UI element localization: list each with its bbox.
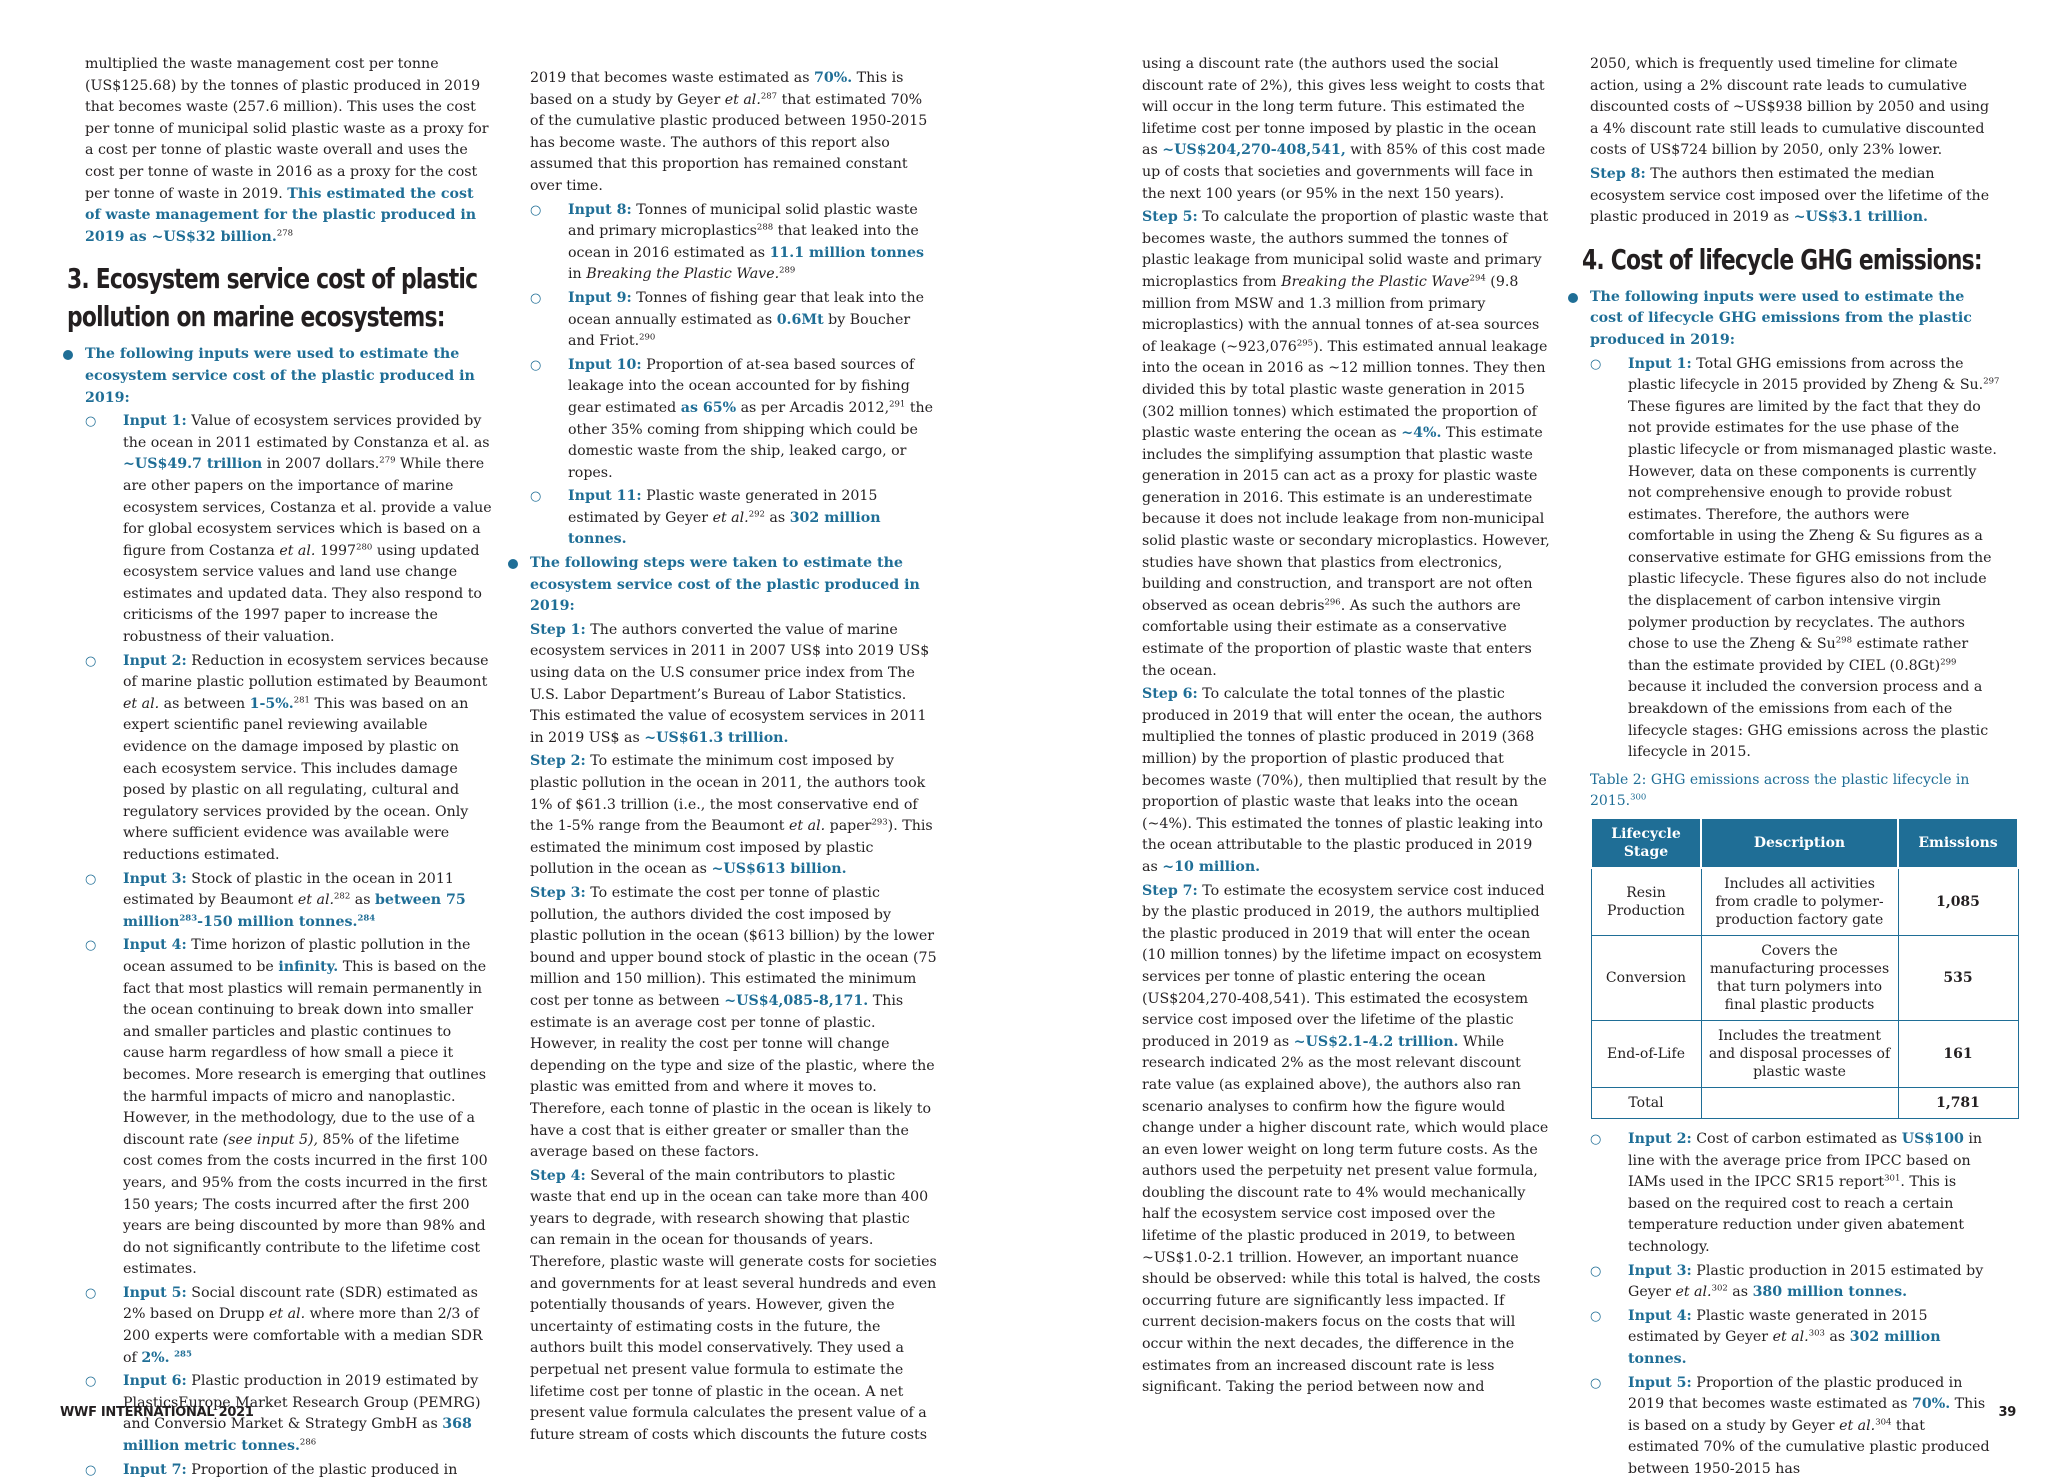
column-2	[530, 68, 938, 1448]
input-11: ○ Input 11: Plastic waste generated in 2015 estimated by Geyer et al.$^{292}$ as 302 million tonnes.	[530, 488, 881, 548]
step-4: Step 4: Several of the main contributors to plastic waste that end up in the ocean can take more than 400 years to degrade, with research showing that plastic can remain in the ocean for thousands of years. Therefore, plastic waste will generate costs for societies and governments for at least several hundreds and even potentially thousands of years. However, given the uncertainty of estimating costs in the future, the authors built this model conservatively. They used a perpetual net present value formula to estimate the lifetime cost per tonne of plastic in the ocean. A net present value formula calculates the present value of a future stream of costs which discounts the future costs	[530, 1167, 937, 1443]
cell-emissions: 535	[1898, 936, 2018, 1021]
ghg-input-4: ○ Input 4: Plastic waste generated in 2015 estimated by Geyer et al.$^{303}$ as 302 million tonnes.	[1590, 1307, 1941, 1367]
circle-bullet-icon: ○	[530, 290, 542, 306]
input-5: ○ Input 5: Social discount rate (SDR) estimated as 2% based on Drupp et al. where more than 2/3 of 200 experts were comfortable with a median SDR of 2%. $^{285}$	[85, 1284, 483, 1366]
cell-description: Includes the treatment and disposal processes of plastic waste	[1701, 1021, 1898, 1088]
circle-bullet-icon: ○	[530, 202, 542, 218]
column-3	[1142, 54, 1550, 1401]
circle-bullet-icon: ○	[530, 357, 542, 373]
step-6: Step 6: To calculate the total tonnes of the plastic produced in 2019 that will enter the ocean, the authors multiplied the tonnes of plastic produced in 2019 (368 million) by the proportion of plastic produced that becomes waste (70%), then multiplied that result by the proportion of plastic waste that leaks into the ocean (~4%). This estimated the tonnes of plastic leaking into the ocean attributable to the plastic produced in 2019 as ~10 million.	[1142, 686, 1547, 875]
step-3: Step 3: To estimate the cost per tonne of plastic pollution, the authors divided the cost imposed by plastic pollution in the ocean ($613 billion) by the lower bound and upper bound stock of plastic in the ocean (75 million and 150 million). This estimated the minimum cost per tonne as between ~US$4,085-8,171. This estimate is an average cost per tonne of plastic. However, in reality the cost per tonne will change depending on the type and size of the plastic, where the plastic was emitted from and where it moves to. Therefore, each tonne of plastic in the ocean is likely to have a cost that is either greater or smaller than the average based on these factors.	[530, 884, 937, 1161]
ghg-input-2: ○ Input 2: Cost of carbon estimated as US$100 in line with the average price from IPCC based on IAMs used in the IPCC SR15 report$^{301}$. This is based on the required cost to reach a certain temperature reduction under given abatement technology.	[1590, 1131, 1983, 1255]
table-row	[1591, 936, 2018, 1021]
circle-bullet-icon: ○	[85, 938, 97, 954]
input-2: ○ Input 2: Reduction in ecosystem services because of marine plastic pollution estimated by Beaumont et al. as between 1-5%.$^{281}$ This was based on an expert scientific panel reviewing available evidence on the damage imposed by plastic on each ecosystem service. This includes damage posed by plastic on all regulating, cultural and regulatory services provided by the ocean. Only where sufficient evidence was available were reductions estimated.	[85, 652, 489, 863]
circle-bullet-icon: ○	[1590, 1263, 1602, 1279]
circle-bullet-icon: ○	[1590, 1132, 1602, 1147]
ghg-input-1: ○ Input 1: Total GHG emissions from across the plastic lifecycle in 2015 provided by Zheng & Su.$^{297}$ These figures are limited by the fact that they do not provide estimates for the use phase of the plastic lifecycle or from mismanaged plastic waste. However, data on these components is currently not comprehensive enough to provide robust estimates. Therefore, the authors were comfortable in using the Zheng & Su figures as a conservative estimate for GHG emissions from the plastic lifecycle. These figures also do not include the displacement of carbon intensive virgin polymer production by recyclates. The authors chose to use the Zheng & Su$^{298}$ estimate rather than the estimate provided by CIEL $(0.8Gt)^{299}$ because it included the conversion process and a breakdown of the emissions from each of the lifecycle stages: GHG emissions across the plastic lifecycle in 2015.	[1590, 355, 2000, 761]
cell-emissions: 161	[1898, 1021, 2018, 1088]
paragraph: multiplied the waste management cost per tonne (US$125.68) by the tonnes of plastic produced in 2019 that becomes waste (257.6 million). This uses the cost per tonne of municipal solid plastic waste as a proxy for a cost per tonne of plastic waste overall and uses the cost per tonne of waste in 2016 as a proxy for the cost per tonne of waste in 2019. This estimated the cost of waste management for the plastic produced in 2019 as ~US$32 billion.$^{278}$	[85, 56, 489, 245]
col-header-emissions: Emissions	[1898, 818, 2018, 868]
paragraph: using a discount rate (the authors used the social discount rate of 2%), this gives less weight to costs that will occur in the long term future. This estimated the lifetime cost per tonne imposed by plastic in the ocean as ~US$204,270-408,541, with 85% of this cost made up of costs that societies and governments will face in the next 100 years (or 95% in the next 150 years).	[1142, 56, 1546, 202]
step-1: Step 1: The authors converted the value of marine ecosystem services in 2011 in 2007 US$ into 2019 US$ using data on the U.S consumer price index from The U.S. Labor Department’s Bureau of Labor Statistics. This estimated the value of ecosystem services in 2011 in 2019 US$ as ~US$61.3 trillion.	[530, 621, 930, 746]
col-header-description: Description	[1701, 818, 1898, 868]
cell-description	[1701, 1088, 1898, 1119]
input-6: ○ Input 6: Plastic production in 2019 estimated by PlasticsEurope Market Research Group (PEMRG) and Conversio Market & Strategy GmbH as 368 million metric tonnes.$^{286}$	[85, 1373, 481, 1455]
table-row-total	[1591, 1088, 2018, 1119]
paragraph: 2050, which is frequently used timeline for climate action, using a 2% discount rate leads to cumulative discounted costs of ~US$938 billion by 2050 and using a 4% discount rate still leads to cumulative discounted costs of US$724 billion by 2050, only 23% lower.	[1590, 56, 1990, 159]
section-heading-4: 4. Cost of lifecycle GHG emissions:	[1582, 242, 1982, 276]
bullet-steps: The following steps were taken to estimate the ecosystem service cost of the plastic produced in 2019:	[530, 553, 938, 618]
cell-emissions: 1,085	[1898, 868, 2018, 936]
step-5: Step 5: To calculate the proportion of plastic waste that becomes waste, the authors summed the tonnes of plastic leakage from municipal solid waste and primary microplastics from Breaking the Plastic Wave$^{294}$ (9.8 million from MSW and 1.3 million from primary microplastics) with the annual tonnes of at-sea sources of leakage (~923,076$^{295}$). This estimated annual leakage into the ocean in 2016 as ~12 million tonnes. They then divided this by total plastic waste generation in 2015 (302 million tonnes) which estimated the proportion of plastic waste entering the ocean as ~4%. This estimate includes the simplifying assumption that plastic waste generation in 2015 can act as a proxy for plastic waste generation in 2016. This estimate is an underestimate because it does not include leakage from non-municipal solid plastic waste or secondary microplastics. However, studies have shown that plastics from electronics, building and construction, and transport are not often observed as ocean debris$^{296}$. As such the authors are comfortable using their estimate as a conservative estimate of the proportion of plastic waste that enters the ocean.	[1142, 209, 1550, 679]
step-8: Step 8: The authors then estimated the median ecosystem service cost imposed over the lifetime of the plastic produced in 2019 as ~US$3.1 trillion.	[1590, 165, 1990, 226]
step-7: Step 7: To estimate the ecosystem service cost induced by the plastic produced in 2019, the authors multiplied the plastic produced in 2019 that will enter the ocean (10 million tonnes) by the lifetime impact on ecosystem services per tonne of plastic entering the ocean (US$204,270-408,541). This estimated the ecosystem service cost imposed over the lifetime of the plastic produced in 2019 as ~US$2.1-4.2 trillion. While research indicated 2% as the most relevant discount rate value (as explained above), the authors also ran scenario analyses to confirm how the figure would change under a higher discount rate, which would place an even lower weight on long term future costs. As the authors used the perpetuity net present value formula, doubling the discount rate to 4% would mechanically half the ecosystem service cost imposed over the lifetime of the plastic produced in 2019, to between ~US$1.0-2.1 trillion. However, an important nuance should be observed: while this total is halved, the costs occurring future are significantly less impacted. If current decision-makers focus on the costs that will occur within the next decades, the difference in the estimates from an increased discount rate is less significant. Taking the period between now and	[1142, 882, 1549, 1396]
bullet-inputs: The following inputs were used to estimate the ecosystem service cost of the plastic produced in 2019:	[85, 344, 493, 409]
input-7: ○ Input 7: Proportion of the plastic produced in	[85, 1460, 493, 1482]
ghg-input-5: ○ Input 5: Proportion of the plastic produced in 2019 that becomes waste estimated as 70%. This is based on a study by Geyer et al.$^{304}$ that estimated 70% of the cumulative plastic produced between 1950-2015 has	[1590, 1374, 1990, 1477]
page-number: 39	[1998, 1405, 2016, 1420]
step-2: Step 2: To estimate the minimum cost imposed by plastic pollution in the ocean in 2011, the authors took 1% of $61.3 trillion (i.e., the most conservative end of the 1-5% range from the Beaumont et al. paper$^{293}$). This estimated the minimum cost imposed by plastic pollution in the ocean as ~US$613 billion.	[530, 753, 933, 878]
paragraph: 2019 that becomes waste estimated as 70%. This is based on a study by Geyer et al.$^{287}$ that estimated 70% of the cumulative plastic produced between 1950-2015 has become waste. The authors of this report also assumed that this proportion has remained constant over time.	[530, 70, 928, 194]
input-4: ○ Input 4: Time horizon of plastic pollution in the ocean assumed to be infinity. This is based on the fact that most plastics will remain permanently in the ocean continuing to break down into smaller and smaller particles and plastic continues to cause harm regardless of how small a piece it becomes. More research is emerging that outlines the harmful impacts of micro and nanoplastic. However, in the methodology, due to the use of a discount rate (see input 5), 85% of the lifetime cost comes from the costs incurred in the first 100 years, and 95% from the costs incurred in the first 150 years; The costs incurred after the first 200 years are being discounted by more than 98% and do not significantly contribute to the lifetime cost estimates.	[85, 937, 488, 1278]
bullet-icon	[508, 559, 518, 569]
circle-bullet-icon: ○	[85, 1374, 97, 1390]
column-4	[1582, 54, 2000, 1483]
footer-publication: WWF INTERNATIONAL 2021	[60, 1405, 254, 1420]
table-row	[1591, 1021, 2018, 1088]
cell-stage: End-of-Life	[1591, 1021, 1701, 1088]
circle-bullet-icon: ○	[1590, 1375, 1602, 1391]
circle-bullet-icon: ○	[85, 653, 97, 669]
cell-description: Includes all activities from cradle to polymer-production factory gate	[1701, 868, 1898, 936]
input-8: ○ Input 8: Tonnes of municipal solid plastic waste and primary microplastics$^{288}$ that leaked into the ocean in 2016 estimated as 11.1 million tonnes in Breaking the Plastic Wave.$^{289}$	[530, 201, 925, 283]
circle-bullet-icon: ○	[85, 1462, 97, 1478]
bullet-icon	[63, 350, 73, 360]
circle-bullet-icon: ○	[85, 414, 97, 430]
input-10: ○ Input 10: Proportion of at-sea based sources of leakage into the ocean accounted for by fishing gear estimated as 65% as per Arcadis 2012,$^{291}$ the other 35% coming from shipping which could be domestic waste from the ship, leaked cargo, or ropes.	[530, 356, 934, 481]
circle-bullet-icon: ○	[85, 871, 97, 887]
input-3: ○ Input 3: Stock of plastic in the ocean in 2011 estimated by Beaumont et al.$^{282}$ as between 75 million$^{283}$-150 million tonnes.$^{284}$	[85, 870, 466, 930]
cell-stage: Conversion	[1591, 936, 1701, 1021]
circle-bullet-icon: ○	[85, 1285, 97, 1301]
cell-description: Covers the manufacturing processes that turn polymers into final plastic products	[1701, 936, 1898, 1021]
col-header-stage: Lifecycle Stage	[1591, 818, 1701, 868]
section-heading-3: 3. Ecosystem service cost of plastic pollution on marine ecosystems:	[67, 262, 478, 334]
cell-stage: Total	[1591, 1088, 1701, 1119]
bullet-ghg-inputs: The following inputs were used to estimate the cost of lifecycle GHG emissions from the plastic produced in 2019:	[1590, 287, 2000, 352]
column-1	[67, 54, 493, 1483]
cell-emissions: 1,781	[1898, 1088, 2018, 1119]
circle-bullet-icon: ○	[1590, 356, 1602, 372]
ghg-input-3: ○ Input 3: Plastic production in 2015 estimated by Geyer et al.$^{302}$ as 380 million tonnes.	[1590, 1262, 1984, 1301]
input-9: ○ Input 9: Tonnes of fishing gear that leak into the ocean annually estimated as 0.6Mt by Boucher and Friot.$^{290}$	[530, 289, 925, 350]
table-row	[1591, 868, 2018, 936]
circle-bullet-icon: ○	[1590, 1308, 1602, 1324]
ghg-table	[1590, 817, 2019, 1119]
table-header-row	[1591, 818, 2018, 868]
circle-bullet-icon: ○	[530, 489, 542, 505]
bullet-icon	[1568, 293, 1578, 303]
input-1: ○ Input 1: Value of ecosystem services provided by the ocean in 2011 estimated by Constanza et al. as ~US$49.7 trillion in 2007 dollars.$^{279}$ While there are other papers on the importance of marine ecosystem services, Costanza et al. provide a value for global ecosystem services which is based on a figure from Costanza et al. 1997$^{280}$ using updated ecosystem service values and land use change estimates and updated data. They also respond to criticisms of the 1997 paper to increase the robustness of their valuation.	[85, 413, 492, 646]
cell-stage: Resin Production	[1591, 868, 1701, 936]
table-caption: Table 2: GHG emissions across the plastic lifecycle in 2015.$^{300}$	[1590, 771, 1970, 810]
